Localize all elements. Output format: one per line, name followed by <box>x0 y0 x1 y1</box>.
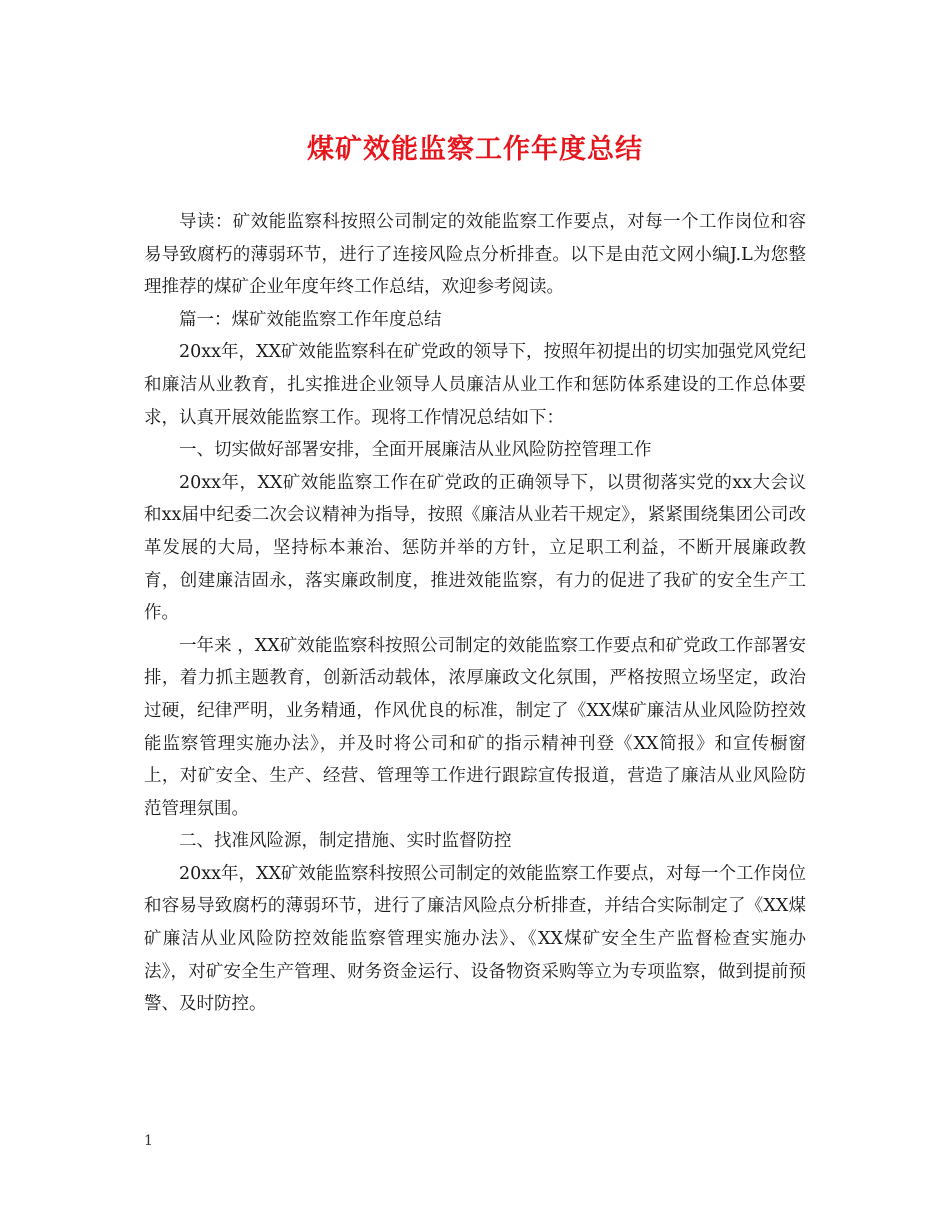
paragraph-risk-control: 20xx年，XX矿效能监察科按照公司制定的效能监察工作要点，对每一个工作岗位和容易导致腐朽的薄弱环节，进行了廉洁风险点分析排查，并结合实际制定了《XX煤矿廉洁从业风险防控效能监察管理实施办法》、《XX煤矿安全生产监督检查实施办法》，对矿安全生产管理、财务资金运行、设备物资采购等立为专项监察，做到提前预警、及时防控。 <box>144 863 806 1015</box>
document-body <box>144 206 806 1021</box>
paragraph-leadership: 20xx年，XX矿效能监察工作在矿党政的正确领导下，以贯彻落实党的xx大会议和xx届中纪委二次会议精神为指导，按照《廉洁从业若干规定》，紧紧围绕集团公司改革发展的大局，坚持标本兼治、惩防并举的方针，立足职工利益，不断开展廉政教育，创建廉洁固永，落实廉政制度，推进效能监察，有力的促进了我矿的安全生产工作。 <box>144 472 806 624</box>
page-number: 1 <box>144 1133 153 1149</box>
paragraph-heading-one: 一、切实做好部署安排，全面开展廉洁从业风险防控管理工作 <box>179 440 652 461</box>
paragraph-intro: 导读：矿效能监察科按照公司制定的效能监察工作要点，对每一个工作岗位和容易导致腐朽的薄弱环节，进行了连接风险点分析排查。以下是由范文网小编J.L为您整理推荐的煤矿企业年度年终工作总结，欢迎参考阅读。 <box>144 212 806 298</box>
paragraph-section-heading: 篇一：煤矿效能监察工作年度总结 <box>179 309 442 330</box>
paragraph-heading-two: 二、找准风险源，制定措施、实时监督防控 <box>179 831 512 852</box>
paragraph-year-review: 一年来 ，XX矿效能监察科按照公司制定的效能监察工作要点和矿党政工作部署安排，着力抓主题教育，创新活动载体，浓厚廉政文化氛围，严格按照立场坚定，政治过硬，纪律严明，业务精通，作风优良的标准，制定了《XX煤矿廉洁从业风险防控效能监察管理实施办法》，并及时将公司和矿的指示精神刊登《XX简报》和宣传橱窗上，对矿安全、生产、经营、管理等工作进行跟踪宣传报道，营造了廉洁从业风险防范管理氛围。 <box>144 635 806 819</box>
document-title: 煤矿效能监察工作年度总结 <box>307 134 643 165</box>
paragraph-overview: 20xx年，XX矿效能监察科在矿党政的领导下，按照年初提出的切实加强党风党纪和廉洁从业教育，扎实推进企业领导人员廉洁从业工作和惩防体系建设的工作总体要求，认真开展效能监察工作。现将工作情况总结如下： <box>144 342 806 428</box>
